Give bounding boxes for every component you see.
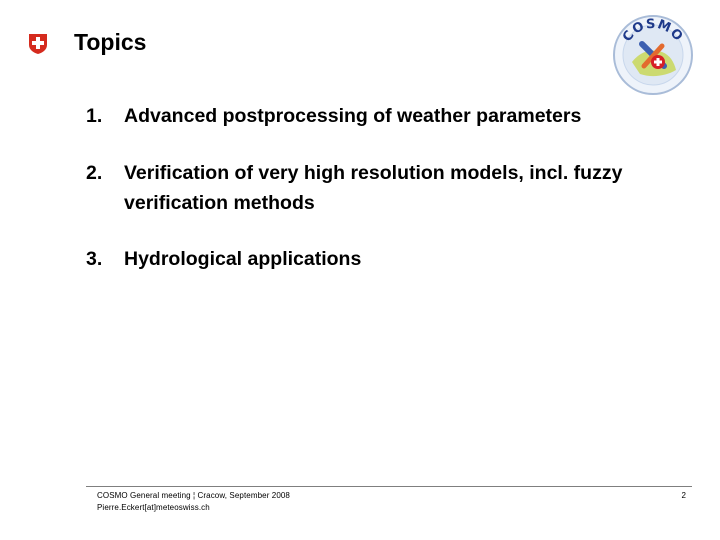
topic-item <box>86 101 704 131</box>
logo-text: COSMO <box>619 16 686 45</box>
topic-text: Verification of very high resolution models, incl. fuzzy verification methods <box>124 162 623 214</box>
topic-item <box>86 244 704 274</box>
page-number: 2 <box>681 491 686 500</box>
topic-item <box>86 158 664 218</box>
footer-info <box>97 490 290 514</box>
topic-number: 3. <box>86 248 103 270</box>
footer-divider <box>86 486 692 487</box>
topic-number: 2. <box>86 162 103 184</box>
topic-text: Hydrological applications <box>124 248 362 270</box>
topic-text: Advanced postprocessing of weather parameters <box>124 105 582 127</box>
footer-contact: Pierre.Eckert[at]meteoswiss.ch <box>97 503 210 512</box>
footer-meeting: COSMO General meeting ¦ Cracow, September 2008 <box>97 491 290 500</box>
cosmo-logo-icon <box>612 14 694 96</box>
slide-title: Topics <box>74 29 147 55</box>
topic-number: 1. <box>86 105 103 127</box>
swiss-cross-icon <box>28 33 48 55</box>
